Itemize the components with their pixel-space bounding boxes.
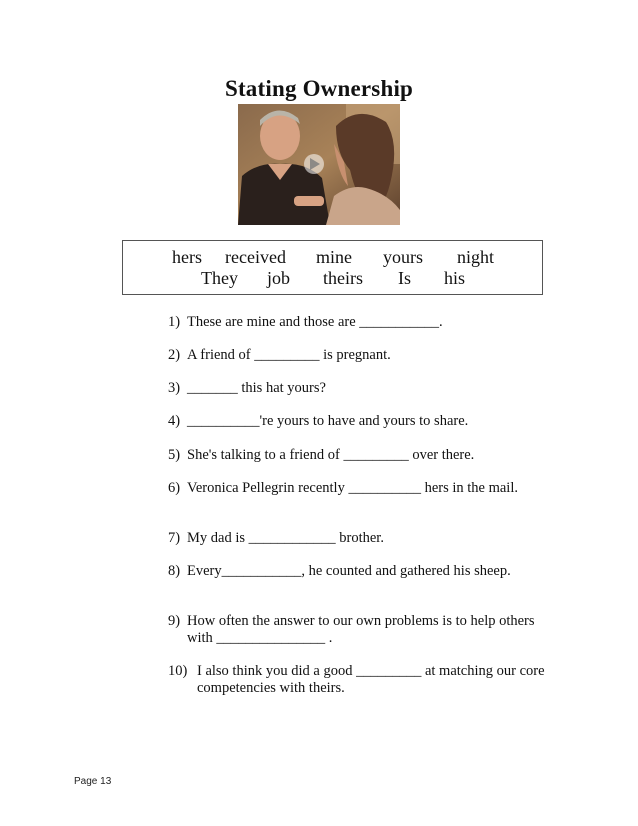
word-bank-word: yours	[383, 247, 423, 267]
page-title: Stating Ownership	[224, 76, 414, 101]
question-text: A friend of _________ is pregnant.	[187, 347, 391, 363]
question-text: These are mine and those are ___________.	[187, 314, 443, 330]
question-item	[168, 613, 548, 647]
word-bank-word: Is	[398, 268, 411, 288]
question-number: 4)	[168, 413, 181, 429]
word-bank-word: mine	[316, 247, 352, 267]
word-bank-word: hers	[172, 247, 202, 267]
question-number: 8)	[168, 563, 181, 579]
question-number: 2)	[168, 347, 181, 363]
question-text: _______ this hat yours?	[187, 380, 326, 396]
question-item	[168, 480, 548, 497]
question-number: 6)	[168, 480, 181, 496]
question-text: Every___________, he counted and gathered his sheep.	[187, 563, 511, 579]
word-bank	[122, 240, 543, 295]
video-still-image	[238, 104, 400, 225]
word-bank-word: his	[444, 268, 466, 288]
question-item	[168, 314, 548, 331]
question-item	[168, 347, 548, 364]
question-item	[168, 380, 548, 397]
question-item	[168, 413, 548, 430]
word-bank-word: received	[225, 247, 286, 267]
question-text: I also think you did a good _________ at matching our core competencies with theirs.	[197, 663, 545, 696]
question-text: Veronica Pellegrin recently __________ hers in the mail.	[187, 480, 518, 496]
question-number: 7)	[168, 530, 181, 546]
question-item	[168, 530, 548, 547]
question-number: 10)	[168, 663, 188, 679]
question-text: She's talking to a friend of _________ over there.	[187, 447, 475, 463]
question-text: How often the answer to our own problems is to help others with _______________ .	[187, 613, 535, 646]
word-bank-word: job	[267, 268, 291, 288]
question-item	[168, 663, 548, 697]
question-item	[168, 563, 548, 580]
question-number: 5)	[168, 447, 181, 463]
question-number: 9)	[168, 613, 181, 629]
word-bank-word: theirs	[323, 268, 363, 288]
question-text: __________'re yours to have and yours to share.	[187, 413, 469, 429]
word-bank-word: night	[457, 247, 495, 267]
video-still-illustration	[238, 104, 400, 225]
question-item	[168, 447, 548, 464]
question-text: My dad is ____________ brother.	[187, 530, 384, 546]
question-number: 3)	[168, 380, 181, 396]
word-bank-word: They	[201, 268, 238, 288]
question-number: 1)	[168, 314, 181, 330]
page-number: Page 13	[74, 776, 112, 787]
